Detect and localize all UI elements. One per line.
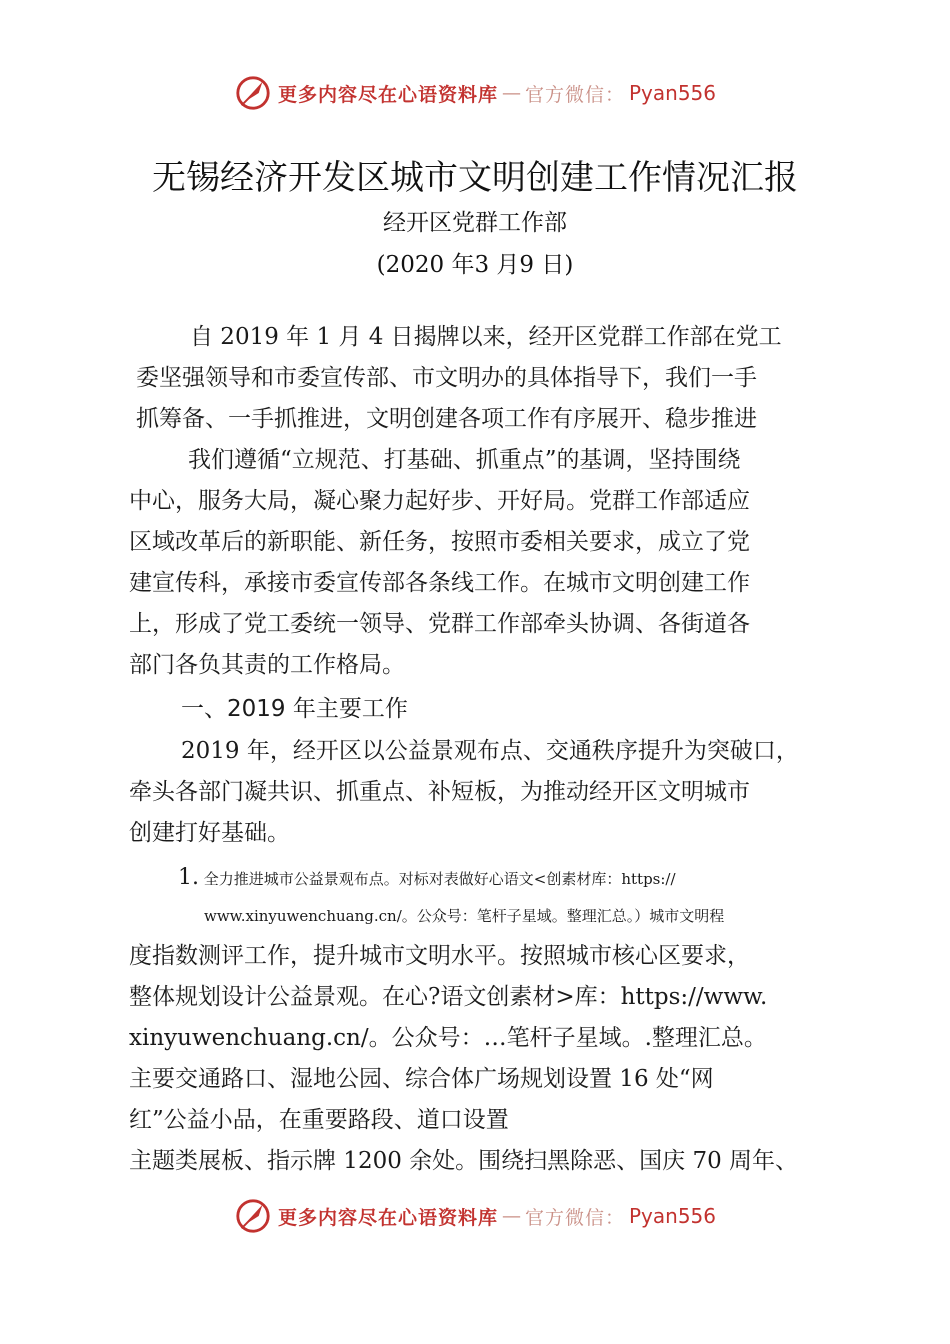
item-line: 整体规划设计公益景观。在心?语文创素材>库：https://www. xyxy=(129,984,768,1010)
paragraph-line: 建宣传科，承接市委宣传部各条线工作。在城市文明创建工作 xyxy=(129,570,750,596)
document-title: 无锡经济开发区城市文明创建工作情况汇报 xyxy=(152,158,798,198)
quill-logo-icon xyxy=(234,1197,272,1235)
quill-logo-icon xyxy=(234,74,272,112)
paragraph-line: 上，形成了党工委统一领导、党群工作部牵头协调、各街道各 xyxy=(129,611,750,637)
item-small-text: 全力推进城市公益景观布点。对标对表做好心语文<创素材库：https:// xyxy=(203,870,676,888)
item-line: 主题类展板、指示牌 1200 余处。围绕扫黑除恶、国庆 70 周年、 xyxy=(129,1148,799,1174)
watermark-wechat-label: 官方微信： xyxy=(524,83,625,106)
paragraph-line: 我们遵循“立规范、打基础、抓重点”的基调，坚持围绕 xyxy=(188,447,741,473)
document-department: 经开区党群工作部 xyxy=(383,210,567,236)
watermark-wechat-label: 官方微信： xyxy=(524,1206,625,1229)
item-line: 红”公益小品，在重要路段、道口设置 xyxy=(129,1107,509,1133)
paragraph-line: 部门各负其责的工作格局。 xyxy=(129,652,405,678)
watermark-text: 更多内容尽在心语资料库 xyxy=(277,1206,498,1229)
section-line: 创建打好基础。 xyxy=(129,820,290,846)
section-line: 2019 年，经开区以公益景观布点、交通秩序提升为突破口， xyxy=(181,738,799,764)
item-line: 主要交通路口、湿地公园、综合体广场规划设置 16 处“网 xyxy=(129,1066,714,1092)
watermark-wechat-id: Pyan556 xyxy=(629,81,717,105)
paragraph-line: 区域改革后的新职能、新任务，按照市委相关要求，成立了党 xyxy=(129,529,750,555)
paragraph-line: 自 2019 年 1 月 4 日揭牌以来，经开区党群工作部在党工 xyxy=(190,324,782,350)
watermark-separator: — xyxy=(501,1205,521,1227)
section-heading: 一、2019 年主要工作 xyxy=(181,696,408,722)
item-first-line xyxy=(178,865,676,890)
paragraph-line: 委坚强领导和市委宣传部、市文明办的具体指导下，我们一手 xyxy=(136,365,757,391)
item-small-line: www.xinyuwenchuang.cn/。公众号：笔杆子星域。整理汇总。）城市文明程 xyxy=(204,907,725,925)
watermark-text: 更多内容尽在心语资料库 xyxy=(277,83,498,106)
item-number: 1. xyxy=(178,865,199,890)
item-line: 度指数测评工作，提升城市文明水平。按照城市核心区要求， xyxy=(129,943,750,969)
item-line: xinyuwenchuang.cn/。公众号：…笔杆子星域。.整理汇总。 xyxy=(129,1025,767,1051)
watermark-banner-bottom xyxy=(0,1191,950,1241)
paragraph-line: 抓筹备、一手抓推进，文明创建各项工作有序展开、稳步推进 xyxy=(136,406,757,432)
watermark-separator: — xyxy=(501,82,521,104)
paragraph-line: 中心，服务大局，凝心聚力起好步、开好局。党群工作部适应 xyxy=(129,488,750,514)
section-line: 牵头各部门凝共识、抓重点、补短板，为推动经开区文明城市 xyxy=(129,779,750,805)
watermark-banner-top xyxy=(0,68,950,118)
document-date: (2020 年3 月9 日) xyxy=(376,252,574,278)
watermark-wechat-id: Pyan556 xyxy=(629,1204,717,1228)
